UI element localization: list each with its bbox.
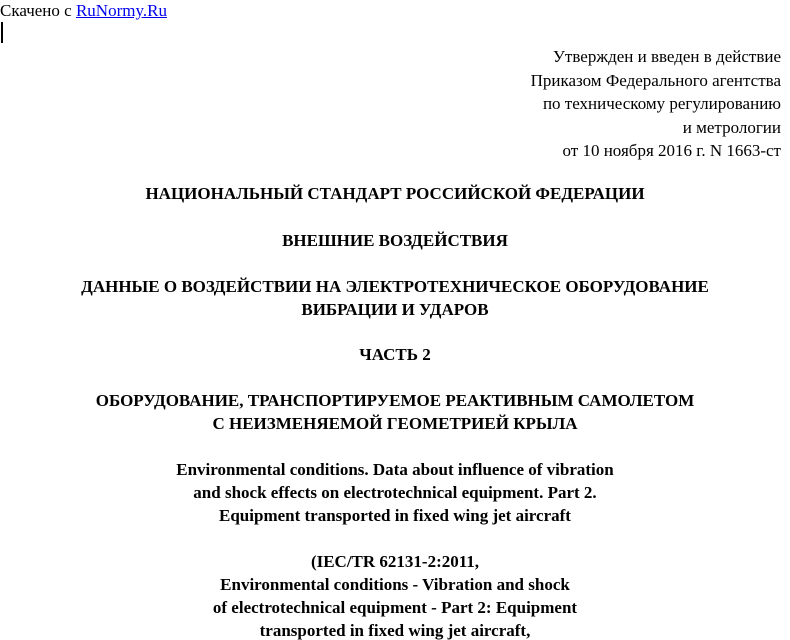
approval-line: Приказом Федерального агентства: [530, 70, 781, 90]
subject-title: [0, 275, 790, 321]
approval-line: Утвержден и введен в действие: [552, 47, 781, 66]
english-title-line: and shock effects on electrotechnical equipment. Part 2.: [193, 483, 597, 502]
runormy-link[interactable]: RuNormy.Ru: [75, 1, 167, 20]
iec-reference: [0, 550, 790, 640]
english-title: [0, 458, 790, 527]
subject-line: ВИБРАЦИИ И УДАРОВ: [301, 300, 489, 319]
iec-reference-line: (IEC/TR 62131-2:2011,: [310, 552, 480, 571]
approval-line: от 10 ноября 2016 г. N 1663-ст: [562, 141, 781, 160]
part-title: ЧАСТЬ 2: [359, 345, 431, 364]
subject-line: ДАННЫЕ О ВОЗДЕЙСТВИИ НА ЭЛЕКТРОТЕХНИЧЕСКОЕ ОБОРУДОВАНИЕ: [81, 277, 709, 296]
download-source-line: [0, 1, 167, 21]
iec-reference-line: transported in fixed wing jet aircraft,: [259, 621, 531, 640]
approval-block: [531, 45, 781, 163]
iec-reference-line: of electrotechnical equipment - Part 2: Equipment: [212, 598, 578, 617]
english-title-line: Equipment transported in fixed wing jet aircraft: [219, 506, 571, 525]
part-subject-line: ОБОРУДОВАНИЕ, ТРАНСПОРТИРУЕМОЕ РЕАКТИВНЫМ САМОЛЕТОМ: [95, 391, 695, 410]
text-cursor: [1, 22, 3, 43]
download-source-prefix: Скачено с: [0, 1, 72, 20]
standard-title: НАЦИОНАЛЬНЫЙ СТАНДАРТ РОССИЙСКОЙ ФЕДЕРАЦИИ: [145, 184, 645, 203]
part-subject-line: С НЕИЗМЕНЯЕМОЙ ГЕОМЕТРИЕЙ КРЫЛА: [212, 414, 578, 433]
approval-line: по техническому регулированию: [542, 94, 781, 113]
iec-reference-line: Environmental conditions - Vibration and shock: [220, 575, 570, 594]
english-title-line: Environmental conditions. Data about influence of vibration: [176, 460, 614, 479]
approval-line: и метрологии: [682, 117, 781, 137]
part-subject-title: [0, 389, 790, 435]
section-title: ВНЕШНИЕ ВОЗДЕЙСТВИЯ: [282, 231, 508, 250]
